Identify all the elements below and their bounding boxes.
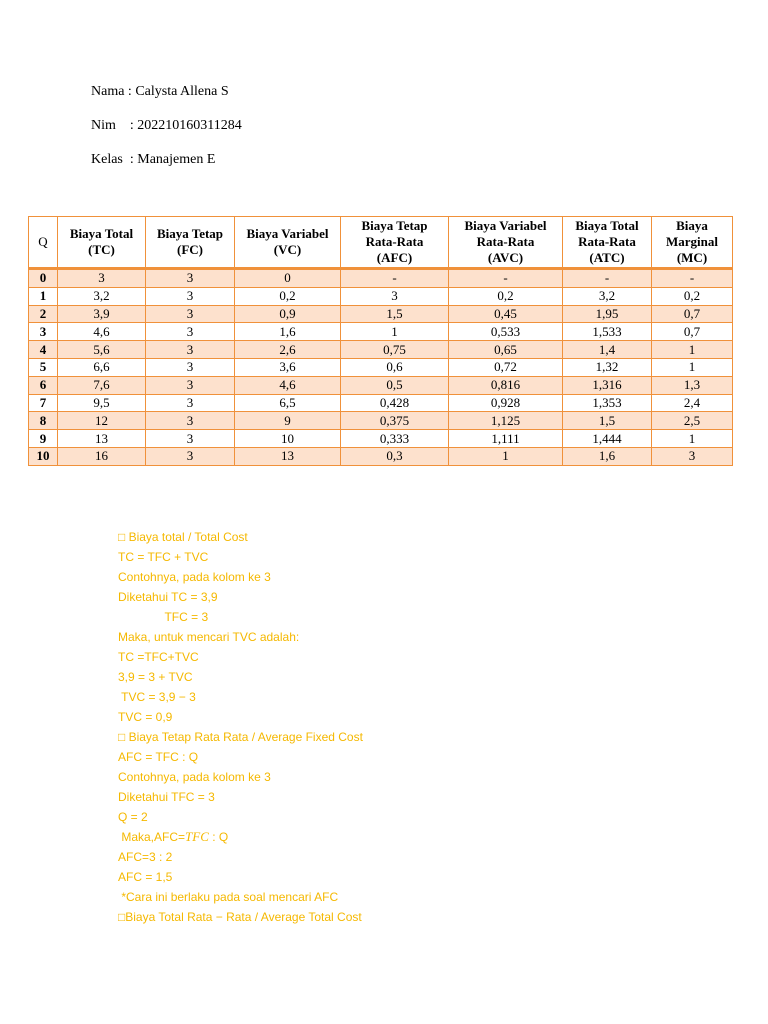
column-header-text: (AFC) [376,250,413,265]
quantity-cell: 7 [29,394,58,412]
table-cell: 9,5 [58,394,146,412]
table-cell: 9 [235,412,341,430]
table-row [29,287,733,305]
note-fragment: : Q [208,830,229,844]
quantity-cell: 3 [29,323,58,341]
table-body [29,269,733,466]
note-line: AFC = 1,5 [118,870,173,884]
note-line: Diketahui TFC = 3 [118,790,215,804]
column-header-text: Biaya Total [575,218,639,233]
table-row [29,430,733,448]
table-cell: 7,6 [58,376,146,394]
table-cell: 16 [58,447,146,465]
column-header [146,217,235,269]
table-cell: 0,72 [449,358,563,376]
table-cell: 2,4 [652,394,733,412]
table-cell: 0,75 [341,341,449,359]
table-cell: 4,6 [58,323,146,341]
table-cell: - [563,269,652,288]
column-header [29,217,58,269]
table-cell: 0,533 [449,323,563,341]
note-line: TFC = 3 [118,610,209,624]
table-cell: 10 [235,430,341,448]
table-cell: 13 [235,447,341,465]
column-header-text: Biaya [676,218,708,233]
table-cell: 3 [58,269,146,288]
note-line: Contohnya, pada kolom ke 3 [118,770,271,784]
note-total-cost-heading: □ Biaya total / Total Cost [118,530,248,544]
quantity-cell: 0 [29,269,58,288]
note-math-fragment: TFC [185,829,209,844]
table-cell: 1,353 [563,394,652,412]
column-header-text: Rata-Rata [578,234,636,249]
column-header-text: (TC) [88,242,115,257]
table-cell: 0,2 [652,287,733,305]
column-header-text: Rata-Rata [476,234,535,249]
table-cell: 3,6 [235,358,341,376]
table-cell: 1,6 [235,323,341,341]
table-cell: 1,5 [563,412,652,430]
table-cell: 1,125 [449,412,563,430]
column-header-text: Biaya Variabel [246,226,329,241]
column-header-text: Q [38,234,48,249]
table-cell: 1 [652,430,733,448]
note-line: TVC = 0,9 [118,710,173,724]
table-row [29,394,733,412]
table-cell: 0,816 [449,376,563,394]
cost-table [28,216,733,466]
table-cell: 2,5 [652,412,733,430]
table-row [29,358,733,376]
table-cell: 3 [146,341,235,359]
table-row [29,305,733,323]
quantity-cell: 1 [29,287,58,305]
table-cell: 3 [146,269,235,288]
table-cell: - [341,269,449,288]
table-cell: 3 [146,394,235,412]
table-cell: 0,375 [341,412,449,430]
table-cell: 0,5 [341,376,449,394]
table-cell: 1 [652,341,733,359]
table-cell: 3 [146,447,235,465]
column-header-text: (ATC) [589,250,625,265]
table-cell: 0,7 [652,305,733,323]
note-line [118,829,363,849]
quantity-cell: 9 [29,430,58,448]
table-cell: 3 [341,287,449,305]
table-row [29,376,733,394]
table-cell: 0,3 [341,447,449,465]
table-cell: 1 [652,358,733,376]
table-cell: 2,6 [235,341,341,359]
table-cell: 1 [449,447,563,465]
table-cell: 4,6 [235,376,341,394]
column-header [341,217,449,269]
note-line: Contohnya, pada kolom ke 3 [118,570,271,584]
table-cell: 1,6 [563,447,652,465]
table-cell: 0,6 [341,358,449,376]
column-header-text: (VC) [273,242,302,257]
table-cell: 1,111 [449,430,563,448]
table-cell: 1,5 [341,305,449,323]
table-cell: 1,533 [563,323,652,341]
table-cell: 13 [58,430,146,448]
table-cell: 1 [341,323,449,341]
table-cell: - [652,269,733,288]
table-row [29,447,733,465]
table-cell: 3 [146,412,235,430]
table-cell: 1,444 [563,430,652,448]
table-cell: 3 [146,323,235,341]
note-atc-heading: □Biaya Total Rata − Rata / Average Total Cost [118,910,362,924]
table-cell: 6,5 [235,394,341,412]
note-line: TC =TFC+TVC [118,650,199,664]
table-cell: 3,9 [58,305,146,323]
column-header-text: (FC) [177,242,203,257]
column-header [652,217,733,269]
note-line: 3,9 = 3 + TVC [118,670,193,684]
table-cell: 0,65 [449,341,563,359]
quantity-cell: 10 [29,447,58,465]
column-header-text: Marginal [666,234,718,249]
table-row [29,269,733,288]
table-cell: 0,428 [341,394,449,412]
note-line: TC = TFC + TVC [118,550,209,564]
note-line: TVC = 3,9 − 3 [118,690,196,704]
table-header-row [29,217,733,269]
table-cell: 3 [146,287,235,305]
table-cell: 0 [235,269,341,288]
student-nim-line: Nim : 202210160311284 [91,118,242,133]
table-cell: 1,32 [563,358,652,376]
column-header-text: Biaya Total [69,226,134,241]
note-line: Q = 2 [118,810,148,824]
table-row [29,341,733,359]
table-cell: 0,2 [449,287,563,305]
table-cell: 3,2 [563,287,652,305]
note-fragment: Maka,AFC= [118,830,186,844]
table-cell: 3,2 [58,287,146,305]
table-row [29,323,733,341]
note-line: *Cara ini berlaku pada soal mencari AFC [118,890,339,904]
table-cell: 3 [652,447,733,465]
column-header-text: Biaya Tetap [361,218,428,233]
table-row [29,412,733,430]
table-cell: 1,316 [563,376,652,394]
student-class-line: Kelas : Manajemen E [91,152,216,167]
table-cell: 1,3 [652,376,733,394]
note-line: AFC = TFC : Q [118,750,199,764]
quantity-cell: 4 [29,341,58,359]
note-line: AFC=3 : 2 [118,850,173,864]
table-cell: 12 [58,412,146,430]
column-header-text: Rata-Rata [365,234,424,249]
table-cell: 6,6 [58,358,146,376]
table-cell: 0,45 [449,305,563,323]
quantity-cell: 2 [29,305,58,323]
table-cell: 3 [146,305,235,323]
column-header [235,217,341,269]
table-cell: 0,928 [449,394,563,412]
student-name-line: Nama : Calysta Allena S [91,84,229,99]
column-header-text: Biaya Tetap [156,226,224,241]
quantity-cell: 5 [29,358,58,376]
table-cell: 0,2 [235,287,341,305]
note-line: Maka, untuk mencari TVC adalah: [118,630,300,644]
note-line: Diketahui TC = 3,9 [118,590,218,604]
table-cell: 3 [146,376,235,394]
column-header [58,217,146,269]
table-cell: - [449,269,563,288]
table-cell: 1,4 [563,341,652,359]
explanation-notes [118,529,363,929]
table-cell: 5,6 [58,341,146,359]
quantity-cell: 6 [29,376,58,394]
column-header-text: (AVC) [487,250,524,265]
column-header [563,217,652,269]
table-cell: 0,333 [341,430,449,448]
column-header-text: (MC) [676,250,708,265]
table-cell: 1,95 [563,305,652,323]
note-afc-heading: □ Biaya Tetap Rata Rata / Average Fixed Cost [118,730,363,744]
table-cell: 0,7 [652,323,733,341]
table-cell: 3 [146,358,235,376]
table-cell: 3 [146,430,235,448]
column-header-text: Biaya Variabel [464,218,547,233]
table-cell: 0,9 [235,305,341,323]
quantity-cell: 8 [29,412,58,430]
column-header [449,217,563,269]
